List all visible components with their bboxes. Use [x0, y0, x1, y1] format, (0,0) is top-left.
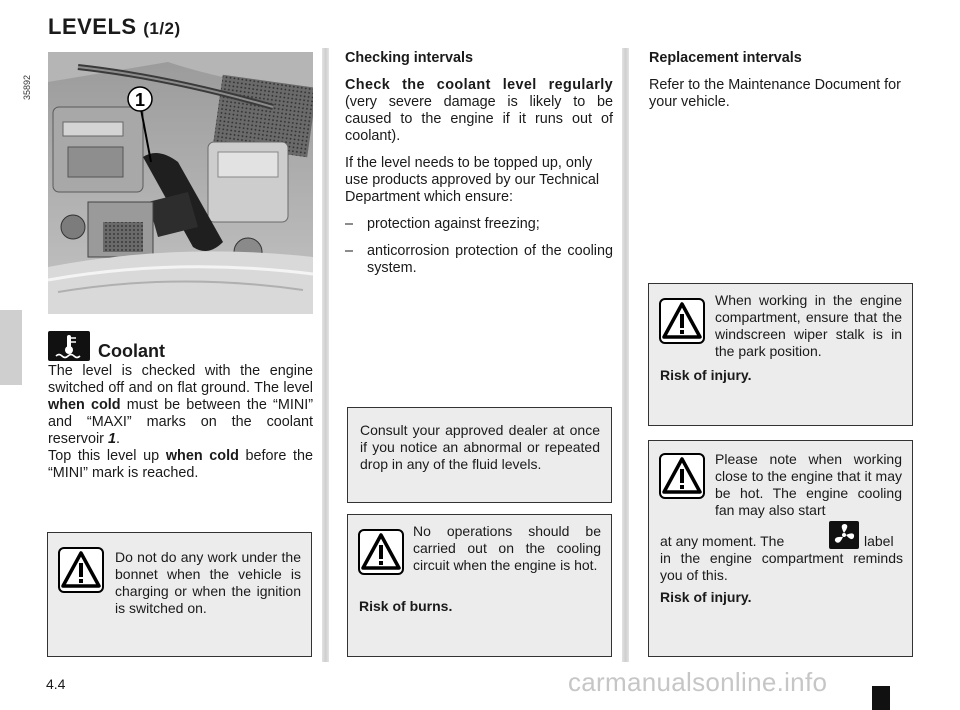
- warning-box-wiper: [648, 283, 913, 426]
- page-corner-mark: [872, 686, 890, 710]
- list-item-text: anticorrosion protection of the cooling system.: [367, 243, 613, 276]
- figure-reference-code: 35892: [22, 74, 32, 100]
- column-divider-1: [322, 48, 329, 662]
- reservoir-reference: 1: [107, 431, 116, 447]
- replacement-section: [649, 50, 913, 121]
- figure-callout-1: 1: [134, 90, 146, 110]
- list-item-text: protection against freezing;: [367, 216, 540, 232]
- warning-box-burns: [347, 514, 612, 657]
- engine-bay-photo: [48, 52, 313, 314]
- warning-fan-text-before-icon: at any moment. The: [660, 533, 785, 549]
- warning-wiper-text: When working in the engine compartment, ensure that the windscreen wiper stalk is in the park position.: [715, 292, 902, 359]
- replacement-text: Refer to the Maintenance Document for your vehicle.: [649, 77, 901, 110]
- risk-of-injury: Risk of injury.: [660, 367, 752, 383]
- list-item: [345, 216, 613, 233]
- text-run: must be between the “MINI” and “MAXI” marks on the coolant reservoir: [48, 397, 314, 447]
- page-title: [48, 14, 181, 40]
- coolant-paragraph-2: [48, 448, 313, 482]
- warning-triangle-icon: [58, 547, 104, 593]
- text-run: Top this level up: [48, 448, 166, 464]
- engine-bay-illustration: [48, 52, 313, 314]
- warning-triangle-icon: [659, 453, 705, 499]
- checking-section: [345, 50, 613, 287]
- consult-dealer-box: [347, 407, 612, 503]
- list-dash: –: [345, 216, 354, 232]
- text-run-bold: when cold: [165, 448, 239, 464]
- page-title-part: (1/2): [143, 19, 181, 38]
- checking-heading: Checking intervals: [345, 50, 473, 66]
- warning-box-fan: [648, 440, 913, 657]
- coolant-temperature-icon: [48, 331, 90, 361]
- warning-bonnet-text: Do not do any work under the bonnet when the vehicle is charging or when the ignition is switched on.: [115, 549, 301, 616]
- page-title-main: LEVELS: [48, 14, 137, 39]
- risk-of-injury: Risk of injury.: [660, 589, 752, 605]
- coolant-heading: Coolant: [98, 341, 165, 361]
- watermark: carmanualsonline.info: [568, 667, 828, 697]
- risk-of-burns: Risk of burns.: [359, 598, 453, 614]
- warning-fan-text-after-icon: label: [864, 533, 894, 549]
- text-run: .: [116, 431, 120, 447]
- warning-fan-text-bottom: in the engine compartment reminds you of this.: [660, 550, 903, 583]
- text-run-bold: Check the coolant level regularly: [345, 77, 613, 93]
- consult-dealer-text: Consult your approved dealer at once if you notice an abnormal or repeated drop in any of the fluid levels.: [360, 422, 600, 472]
- text-run: (very severe damage is likely to be caused to the engine if it runs out of coolant).: [345, 94, 613, 144]
- text-run: before the “MINI” mark is reached.: [48, 448, 314, 481]
- checking-paragraph-2: If the level needs to be topped up, only use products approved by our Technical Department which ensure:: [345, 155, 600, 205]
- checking-paragraph-1: [345, 77, 613, 145]
- section-tab: [0, 310, 22, 385]
- warning-triangle-icon: [659, 298, 705, 344]
- coolant-body: [48, 363, 313, 482]
- cooling-fan-icon: [829, 521, 859, 549]
- coolant-paragraph-1: [48, 363, 313, 448]
- warning-box-bonnet: [47, 532, 312, 657]
- column-divider-2: [622, 48, 629, 662]
- text-run: The level is checked with the engine switched off and on flat ground. The level: [48, 363, 313, 396]
- list-item: [345, 243, 613, 277]
- text-run-bold: when cold: [48, 397, 121, 413]
- page-number: 4.4: [46, 676, 66, 692]
- warning-triangle-icon: [358, 529, 404, 575]
- warning-burns-text: No operations should be carried out on the cooling circuit when the engine is hot.: [413, 523, 601, 573]
- warning-fan-text-top: Please note when working close to the engine that it may be hot. The engine cooling fan may also start: [715, 451, 902, 518]
- list-dash: –: [345, 243, 354, 259]
- replacement-heading: Replacement intervals: [649, 50, 802, 66]
